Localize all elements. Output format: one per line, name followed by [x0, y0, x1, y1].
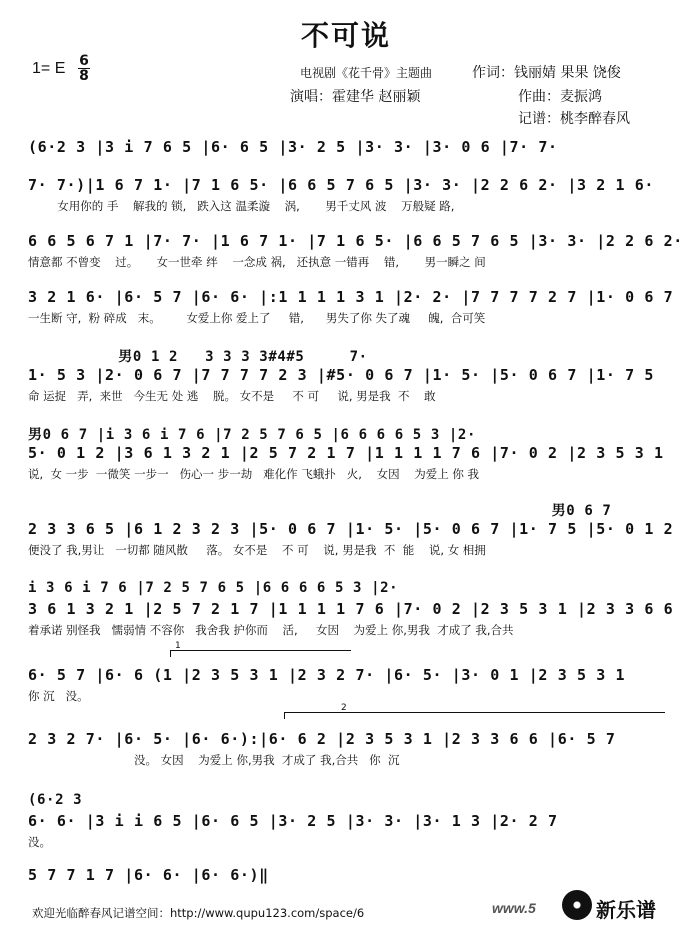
score-line-9	[28, 666, 668, 710]
first-ending-number: 1	[175, 641, 181, 651]
footer-credit: 欢迎光临醉春风记谱空间：http://www.qupu123.com/space/6	[32, 906, 365, 920]
lyric: 便没了 我,男让 一切都 随风散 落。 女不是 不 可 说, 男是我 不 能 说, 女 相拥	[28, 543, 486, 557]
notation: 7· 7·)|1 6 7 1· |7 1 6 5· |6 6 5 7 6 5 |3· 3· |2 2 6 2· |3 2 1 6·	[28, 176, 654, 194]
upper-voice: (6·2 3	[28, 792, 83, 808]
key-signature: 1= E	[32, 60, 66, 77]
lyric: 一生断 守, 粉 碎成 末。 女爱上你 爱上了 错, 男失了你 失了魂 魄, 合可笑	[28, 311, 486, 325]
transcriber-credit: 记谱：桃李醉春风	[518, 111, 630, 127]
notation: 2 3 3 6 5 |6 1 2 3 2 3 |5· 0 6 7 |1· 5· |5· 0 6 7 |1· 7 5 |5· 0 1 2	[28, 520, 674, 538]
score-line-10	[28, 730, 668, 774]
notation: 5· 0 1 2 |3 6 1 3 2 1 |2 5 7 2 1 7 |1 1 1 1 7 6 |7· 0 2 |2 3 5 3 1	[28, 444, 664, 462]
meter-top: 6	[79, 53, 89, 69]
notation: 6· 5 7 |6· 6 (1 |2 3 5 3 1 |2 3 2 7· |6· 5· |3· 0 1 |2 3 5 3 1	[28, 666, 626, 684]
notation: 1· 5 3 |2· 0 6 7 |7 7 7 7 2 3 |#5· 0 6 7 |1· 5· |5· 0 6 7 |1· 7 5	[28, 366, 654, 384]
notation: 6· 6· |3 i i 6 5 |6· 6 5 |3· 2 5 |3· 3· |3· 1 3 |2· 2 7	[28, 812, 558, 830]
upper-voice: 男0 6 7 |i 3 6 i 7 6 |7 2 5 7 6 5 |6 6 6 6 5 3 |2·	[28, 427, 476, 443]
meter-bottom: 8	[79, 68, 89, 84]
lyric: 没。 女因 为爱上 你,男我 才成了 我,合共 你 沉	[28, 753, 400, 767]
time-signature	[78, 54, 90, 83]
score-line-4	[28, 288, 674, 332]
notation: 5 7 7 1 7 |6· 6· |6· 6·)‖	[28, 866, 269, 884]
upper-voice: 男0 6 7	[28, 503, 612, 519]
second-ending-number: 2	[341, 703, 347, 713]
score-line-8	[28, 580, 674, 644]
upper-voice: i 3 6 i 7 6 |7 2 5 7 6 5 |6 6 6 6 5 3 |2·	[28, 580, 399, 596]
notation: 3 2 1 6· |6· 5 7 |6· 6· |:1 1 1 1 3 1 |2· 2· |7 7 7 7 2 7 |1· 0 6 7	[28, 288, 674, 306]
lyric: 没。	[28, 835, 51, 849]
score-line-6	[28, 427, 668, 488]
watermark-brand-name: 新乐谱	[596, 898, 656, 922]
upper-voice: 男0 1 2 3 3 3 3#4#5 7·	[28, 349, 368, 365]
singers-credit: 演唱：霍建华 赵丽颖	[290, 89, 421, 105]
song-title: 不可说	[300, 19, 391, 52]
score-line-5	[28, 349, 668, 410]
lyric: 命 运捉 弄, 来世 今生无 处 逃 脱。 女不是 不 可 说, 男是我 不 敢	[28, 389, 436, 403]
record-disc-icon	[562, 890, 592, 920]
score-line-3	[28, 232, 683, 276]
watermark-url: www.5	[492, 900, 536, 916]
composer-credit: 作曲：麦振鸿	[518, 89, 602, 105]
lyric: 你 沉 没。	[28, 689, 89, 703]
score-line-7	[28, 503, 674, 564]
lyric: 女用你的 手 解我的 锁, 跌入这 温柔漩 涡, 男千丈风 波 万般疑 路,	[28, 199, 455, 213]
source-credit: 电视剧《花千骨》主题曲	[300, 66, 433, 80]
score-line-11	[28, 792, 668, 856]
notation: 6 6 5 6 7 1 |7· 7· |1 6 7 1· |7 1 6 5· |6 6 5 7 6 5 |3· 3· |2 2 6 2·	[28, 232, 683, 250]
site-watermark	[492, 888, 682, 924]
lyricist-credit: 作词：钱丽婧 果果 饶俊	[472, 65, 621, 81]
lyric: 着承诺 别怪我 懦弱情 不容你 我舍我 护你而 活, 女因 为爱上 你,男我 才成了 我,合共	[28, 623, 514, 637]
second-ending-bracket	[284, 703, 665, 719]
notation: 3 6 1 3 2 1 |2 5 7 2 1 7 |1 1 1 1 7 6 |7· 0 2 |2 3 5 3 1 |2 3 3 6 6	[28, 600, 674, 618]
lyric: 情意都 不曾变 过。 女一世牵 绊 一念成 祸, 还执意 一错再 错, 男一瞬之 间	[28, 255, 486, 269]
notation: (6·2 3 |3 i 7 6 5 |6· 6 5 |3· 2 5 |3· 3· |3· 0 6 |7· 7·	[28, 138, 558, 156]
first-ending-bracket	[170, 641, 351, 657]
lyric: 说, 女 一步 一微笑 一步一 伤心一 步一劫 难化作 飞蛾扑 火, 女因 为爱上 你 我	[28, 467, 480, 481]
notation: 2 3 2 7· |6· 5· |6· 6·):|6· 6 2 |2 3 5 3 1 |2 3 3 6 6 |6· 5 7	[28, 730, 616, 748]
score-line-2	[28, 176, 668, 220]
